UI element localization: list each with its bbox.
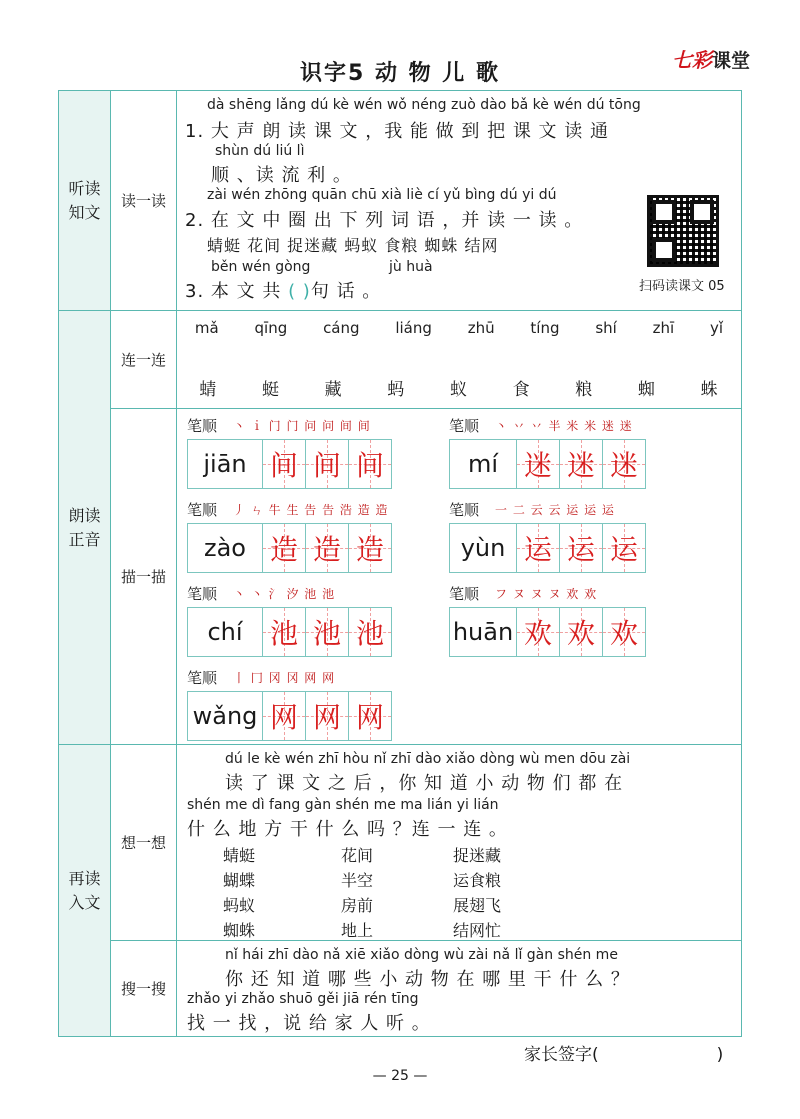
- char-item[interactable]: 蚂: [387, 380, 406, 400]
- trace-cell[interactable]: 造: [349, 524, 391, 572]
- pinyin-item[interactable]: liáng: [395, 319, 432, 337]
- section-label: 知文: [68, 202, 101, 222]
- stroke-order: 丶 丷 丷 半 米 米 迷 迷: [495, 419, 633, 433]
- section-label: 再读: [68, 868, 101, 888]
- stroke-order: フ ヌ ヌ ヌ 欢 欢: [495, 587, 598, 601]
- section-label: 正音: [68, 529, 101, 549]
- match-item[interactable]: 蝴蝶: [223, 871, 256, 890]
- match-item[interactable]: 房前: [341, 896, 374, 915]
- writing-box: [187, 439, 392, 489]
- sub-connect: 连一连: [111, 311, 177, 409]
- writing-box: [187, 691, 392, 741]
- pinyin-line: běn wén gòng: [211, 259, 311, 275]
- writing-pinyin: zào: [188, 524, 263, 572]
- trace-cell[interactable]: 欢: [560, 608, 603, 656]
- brand-logo: [672, 44, 750, 73]
- question-2: 2. 在 文 中 圈 出 下 列 词 语 ，并 读 一 读 。: [185, 210, 584, 231]
- trace-cell[interactable]: 欢: [603, 608, 645, 656]
- think-content: [177, 745, 742, 941]
- trace-cell[interactable]: 池: [349, 608, 391, 656]
- match-item[interactable]: 展翅飞: [453, 896, 502, 915]
- question-1-cont: 顺 、读 流 利 。: [211, 165, 352, 186]
- char-row: [177, 375, 741, 400]
- think-prompt-cont: 什 么 地 方 干 什 么 吗 ？连 一 连 。: [187, 819, 508, 840]
- word-list: 蜻蜓 花间 捉迷藏 蚂蚁 食粮 蜘蛛 结网: [207, 236, 499, 255]
- read-content: [177, 91, 742, 311]
- section-label: 听读: [68, 178, 101, 198]
- trace-cell[interactable]: 迷: [603, 440, 645, 488]
- writing-box: [187, 523, 392, 573]
- match-item[interactable]: 蜻蜓: [223, 846, 256, 865]
- match-item[interactable]: 花间: [341, 846, 374, 865]
- signature-close: ): [716, 1045, 724, 1065]
- pinyin-item[interactable]: zhū: [467, 319, 495, 337]
- pinyin-line: jù huà: [389, 259, 433, 275]
- section-reread: [59, 745, 111, 1037]
- stroke-order: 一 二 云 云 运 运 运: [495, 503, 615, 517]
- match-item[interactable]: 半空: [341, 871, 374, 890]
- writing-pinyin: wǎng: [188, 692, 263, 740]
- char-item[interactable]: 藏: [324, 380, 343, 400]
- search-prompt: 你 还 知 道 哪 些 小 动 物 在 哪 里 干 什 么 ？: [225, 969, 630, 990]
- match-item[interactable]: 地上: [341, 921, 374, 940]
- writing-pinyin: mí: [450, 440, 517, 488]
- pinyin-line: dú le kè wén zhī hòu nǐ zhī dào xiǎo dòng wù men dōu zài: [225, 751, 631, 767]
- match-item[interactable]: 蚂蚁: [223, 896, 256, 915]
- match-item[interactable]: 捉迷藏: [453, 846, 502, 865]
- writing-pinyin: chí: [188, 608, 263, 656]
- trace-cell[interactable]: 间: [263, 440, 306, 488]
- pinyin-row: [177, 319, 741, 337]
- match-item[interactable]: 蜘蛛: [223, 921, 256, 940]
- parent-signature: [524, 1040, 723, 1065]
- pinyin-line: dà shēng lǎng dú kè wén wǒ néng zuò dào bǎ kè wén dú tōng: [207, 97, 641, 113]
- logo-text: 课堂: [711, 50, 750, 72]
- char-item[interactable]: 蜘: [637, 380, 656, 400]
- page-title: 识字5 动 物 儿 歌: [300, 61, 500, 86]
- stroke-label: 笔顺: [449, 501, 480, 519]
- trace-cell[interactable]: 网: [263, 692, 306, 740]
- char-item[interactable]: 食: [512, 380, 531, 400]
- match-col-actions: [453, 843, 501, 943]
- char-item[interactable]: 蜻: [199, 380, 218, 400]
- question-3-text: 3. 本 文 共: [185, 281, 289, 302]
- pinyin-item[interactable]: zhī: [652, 319, 675, 337]
- worksheet-table: [58, 90, 742, 1037]
- section-read-aloud: [59, 311, 111, 745]
- pinyin-line: shùn dú liú lì: [215, 143, 305, 159]
- sub-think: 想一想: [111, 745, 177, 941]
- trace-cell[interactable]: 运: [603, 524, 645, 572]
- qr-caption: 扫码读课文 05: [639, 279, 725, 294]
- stroke-label: 笔顺: [187, 501, 218, 519]
- search-prompt-cont: 找 一 找 ，说 给 家 人 听 。: [187, 1013, 431, 1034]
- pinyin-line: shén me dì fang gàn shén me ma lián yi lián: [187, 797, 499, 813]
- stroke-order: 丿 ㄣ 牛 生 告 告 浩 造 造: [233, 503, 389, 517]
- trace-cell[interactable]: 迷: [560, 440, 603, 488]
- trace-cell[interactable]: 网: [306, 692, 349, 740]
- char-item[interactable]: 蚁: [449, 380, 468, 400]
- pinyin-item[interactable]: mǎ: [194, 319, 219, 337]
- writing-pinyin: jiān: [188, 440, 263, 488]
- answer-blank[interactable]: ( ): [288, 281, 311, 302]
- section-label: 朗读: [68, 505, 101, 525]
- pinyin-item[interactable]: qīng: [254, 319, 288, 337]
- match-item[interactable]: 结网忙: [453, 921, 502, 940]
- match-col-places: [341, 843, 373, 943]
- question-3-tail: 句 话 。: [310, 281, 382, 302]
- trace-cell[interactable]: 造: [263, 524, 306, 572]
- char-item[interactable]: 蜓: [261, 380, 280, 400]
- connect-content: [177, 311, 742, 409]
- match-item[interactable]: 运食粮: [453, 871, 502, 890]
- trace-content: [177, 409, 742, 745]
- char-item[interactable]: 粮: [575, 380, 594, 400]
- pinyin-line: nǐ hái zhī dào nǎ xiē xiǎo dòng wù zài nǎ lǐ gàn shén me: [225, 947, 618, 963]
- trace-cell[interactable]: 运: [517, 524, 560, 572]
- pinyin-line: zài wén zhōng quān chū xià liè cí yǔ bìng dú yi dú: [207, 187, 557, 203]
- char-item[interactable]: 蛛: [700, 380, 719, 400]
- section-listen-read: [59, 91, 111, 311]
- question-1: 1. 大 声 朗 读 课 文 ，我 能 做 到 把 课 文 读 通: [185, 121, 609, 142]
- match-col-animals: [223, 843, 255, 943]
- trace-cell[interactable]: 欢: [517, 608, 560, 656]
- pinyin-item[interactable]: shí: [595, 319, 617, 337]
- stroke-label: 笔顺: [449, 585, 480, 603]
- logo-mark: 七彩: [671, 48, 712, 72]
- sub-search: 搜一搜: [111, 941, 177, 1037]
- search-content: [177, 941, 742, 1037]
- stroke-label: 笔顺: [187, 417, 218, 435]
- trace-cell[interactable]: 池: [263, 608, 306, 656]
- trace-cell[interactable]: 间: [306, 440, 349, 488]
- writing-box: [449, 523, 646, 573]
- page-number: — 25 —: [372, 1068, 428, 1084]
- sub-trace: 描一描: [111, 409, 177, 745]
- pinyin-item[interactable]: tíng: [530, 319, 560, 337]
- pinyin-item[interactable]: cáng: [323, 319, 360, 337]
- think-prompt: 读 了 课 文 之 后 ，你 知 道 小 动 物 们 都 在: [225, 773, 624, 794]
- writing-box: [187, 607, 392, 657]
- writing-pinyin: yùn: [450, 524, 517, 572]
- trace-cell[interactable]: 运: [560, 524, 603, 572]
- pinyin-item[interactable]: yǐ: [710, 319, 724, 337]
- pinyin-line: zhǎo yi zhǎo shuō gěi jiā rén tīng: [187, 991, 419, 1007]
- stroke-label: 笔顺: [449, 417, 480, 435]
- stroke-label: 笔顺: [187, 585, 218, 603]
- sub-read: 读一读: [111, 91, 177, 311]
- qr-code[interactable]: [647, 195, 719, 267]
- trace-cell[interactable]: 间: [349, 440, 391, 488]
- writing-pinyin: huān: [450, 608, 517, 656]
- stroke-order: 丶 ｉ 门 门 问 问 间 间: [233, 419, 371, 433]
- trace-cell[interactable]: 池: [306, 608, 349, 656]
- trace-cell[interactable]: 造: [306, 524, 349, 572]
- writing-box: [449, 607, 646, 657]
- trace-cell[interactable]: 迷: [517, 440, 560, 488]
- stroke-label: 笔顺: [187, 669, 218, 687]
- stroke-order: 丨 冂 冈 冈 网 网: [233, 671, 336, 685]
- signature-label: 家长签字(: [524, 1045, 599, 1065]
- stroke-order: 丶 丶 氵 汐 池 池: [233, 587, 336, 601]
- question-3: [185, 277, 381, 303]
- section-label: 入文: [68, 892, 101, 912]
- trace-cell[interactable]: 网: [349, 692, 391, 740]
- writing-box: [449, 439, 646, 489]
